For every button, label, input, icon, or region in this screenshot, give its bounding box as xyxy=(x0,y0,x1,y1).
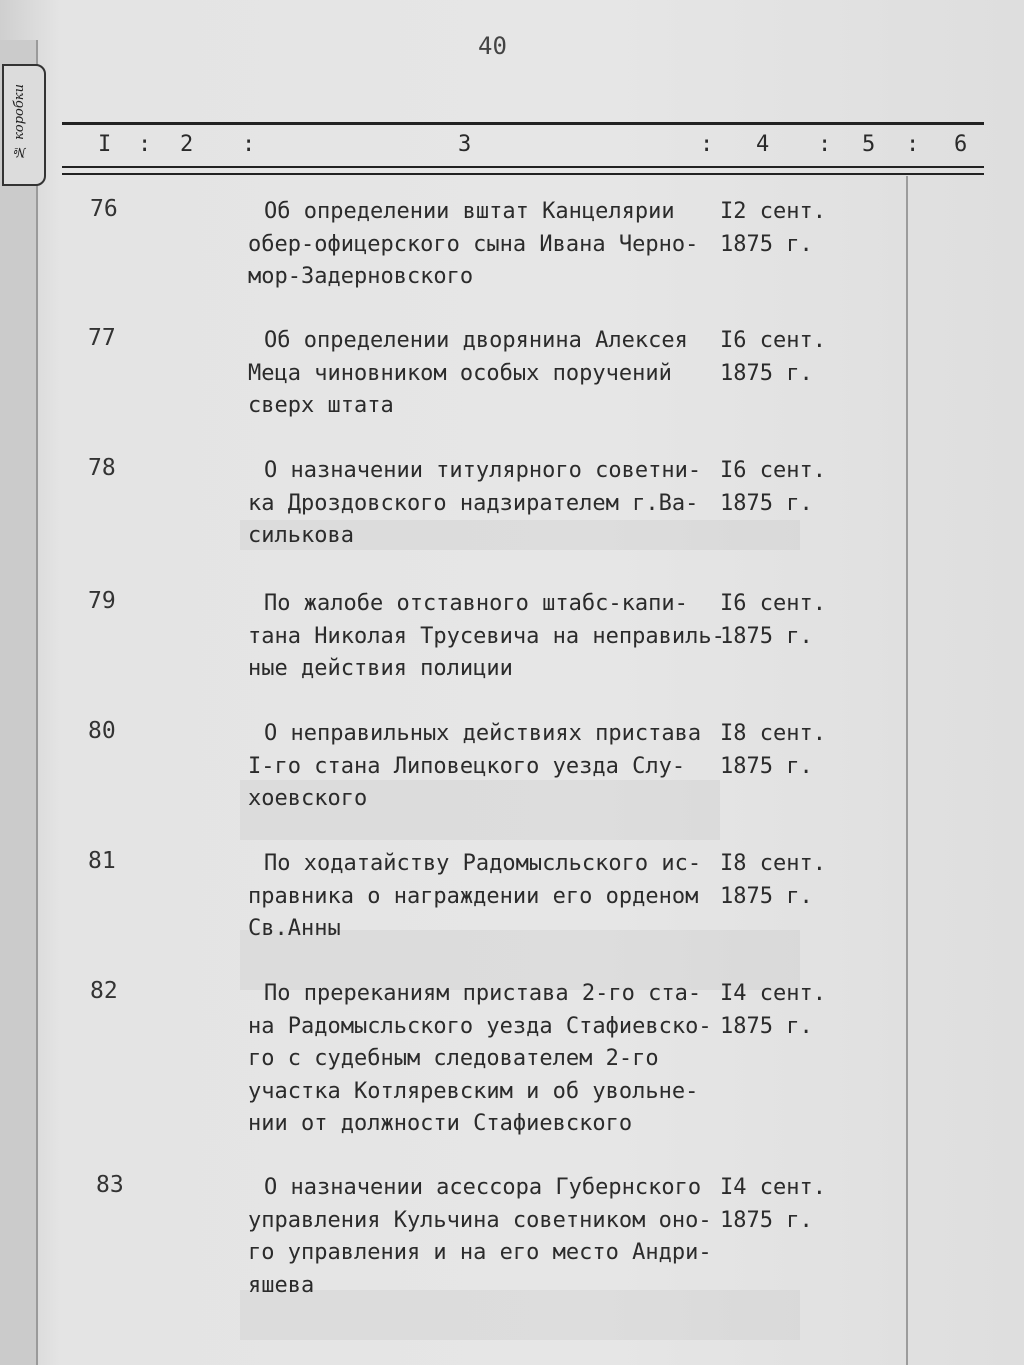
entry-description xyxy=(248,196,698,294)
entry-description xyxy=(248,718,701,816)
entry-description xyxy=(248,848,701,946)
entry-date-line: 1875 г. xyxy=(720,883,813,909)
entry-date xyxy=(720,325,826,390)
entry-date-line: I8 сент. xyxy=(720,851,826,876)
entry-date-line: I4 сент. xyxy=(720,1175,826,1200)
header-col-6: 6 xyxy=(954,132,968,157)
entry-description-line: О назначении асессора Губернского xyxy=(264,1175,702,1200)
entry-description-line: участка Котляревским и об увольне- xyxy=(248,1078,699,1104)
entry-date-line: 1875 г. xyxy=(720,1207,813,1233)
entry-description-line: I-го стана Липовецкого уезда Слу- xyxy=(248,753,686,779)
entry-description-line: яшева xyxy=(248,1272,315,1298)
entry-date-line: 1875 г. xyxy=(720,360,813,386)
entry-description-line: По жалобе отставного штабс-капи- xyxy=(264,591,688,616)
header-separator: : xyxy=(242,132,256,157)
header-col-4: 4 xyxy=(756,132,770,157)
entry-description-line: обер-офицерского сына Ивана Черно- xyxy=(248,231,699,257)
entry-description-line: Св.Анны xyxy=(248,916,341,941)
column-rule xyxy=(906,176,908,1365)
entry-number: 77 xyxy=(88,325,116,351)
entry-description xyxy=(248,588,725,686)
entry-description xyxy=(248,1172,712,1302)
entry-number: 81 xyxy=(88,848,116,874)
entry-description-line: нии от должности Стафиевского xyxy=(248,1111,633,1136)
header-col-1: I xyxy=(98,132,112,157)
entry-date xyxy=(720,718,826,783)
entry-description xyxy=(248,325,688,423)
header-top-rule xyxy=(62,122,984,125)
header-col-3: 3 xyxy=(458,132,472,157)
entry-date-line: 1875 г. xyxy=(720,490,813,516)
header-col-2: 2 xyxy=(180,132,194,157)
entry-description-line: ные действия полиции xyxy=(248,656,513,681)
header-separator: : xyxy=(700,132,714,157)
entry-date-line: I2 сент. xyxy=(720,199,826,224)
entry-date-line: I8 сент. xyxy=(720,721,826,746)
entry-description-line: Об определении дворянина Алексея xyxy=(264,328,688,353)
entry-number: 82 xyxy=(90,978,118,1004)
entry-date-line: 1875 г. xyxy=(720,623,813,649)
entry-date-line: 1875 г. xyxy=(720,231,813,257)
entry-date xyxy=(720,978,826,1043)
entry-description-line: По ходатайству Радомысльского ис- xyxy=(264,851,702,876)
entry-date-line: 1875 г. xyxy=(720,1013,813,1039)
entry-date xyxy=(720,588,826,653)
entry-description xyxy=(248,978,712,1141)
entry-description-line: правника о награждении его орденом xyxy=(248,883,699,909)
entry-description xyxy=(248,455,701,553)
entry-description-line: на Радомысльского уезда Стафиевско- xyxy=(248,1013,712,1039)
entry-date xyxy=(720,848,826,913)
entry-description-line: О назначении титулярного советни- xyxy=(264,458,702,483)
entry-description-line: О неправильных действиях пристава xyxy=(264,721,702,746)
entry-description-line: Меца чиновником особых поручений xyxy=(248,360,672,386)
entry-date xyxy=(720,1172,826,1237)
entry-date xyxy=(720,455,826,520)
entry-date-line: I6 сент. xyxy=(720,591,826,616)
entry-description-line: хоевского xyxy=(248,786,368,811)
entry-description-line: мор-Задерновского xyxy=(248,264,474,289)
entry-description-line: го управления и на его место Андри- xyxy=(248,1240,712,1265)
entry-number: 80 xyxy=(88,718,116,744)
entry-description-line: сверх штата xyxy=(248,393,394,418)
entry-date-line: I6 сент. xyxy=(720,458,826,483)
header-separator: : xyxy=(138,132,152,157)
entry-description-line: силькова xyxy=(248,523,354,548)
margin-label: № коробки xyxy=(12,84,27,160)
header-bottom-rule xyxy=(62,166,984,168)
page-number: 40 xyxy=(478,32,507,60)
header-bottom-rule-2 xyxy=(62,173,984,175)
header-separator: : xyxy=(906,132,920,157)
entry-description-line: тана Николая Трусевича на неправиль- xyxy=(248,623,725,649)
header-separator: : xyxy=(818,132,832,157)
entry-date-line: I6 сент. xyxy=(720,328,826,353)
entry-description-line: го с судебным следователем 2-го xyxy=(248,1046,659,1071)
entry-number: 78 xyxy=(88,455,116,481)
entry-description-line: По пререканиям пристава 2-го ста- xyxy=(264,981,702,1006)
entry-description-line: Об определении вштат Канцелярии xyxy=(264,199,675,224)
entry-number: 79 xyxy=(88,588,116,614)
entry-date-line: 1875 г. xyxy=(720,753,813,779)
entry-number: 83 xyxy=(96,1172,124,1198)
entry-number: 76 xyxy=(90,196,118,222)
entry-description-line: управления Кульчина советником оно- xyxy=(248,1207,712,1233)
entry-date-line: I4 сент. xyxy=(720,981,826,1006)
entry-date xyxy=(720,196,826,261)
header-col-5: 5 xyxy=(862,132,876,157)
left-margin-strip xyxy=(0,40,38,1365)
entry-description-line: ка Дроздовского надзирателем г.Ва- xyxy=(248,490,699,516)
